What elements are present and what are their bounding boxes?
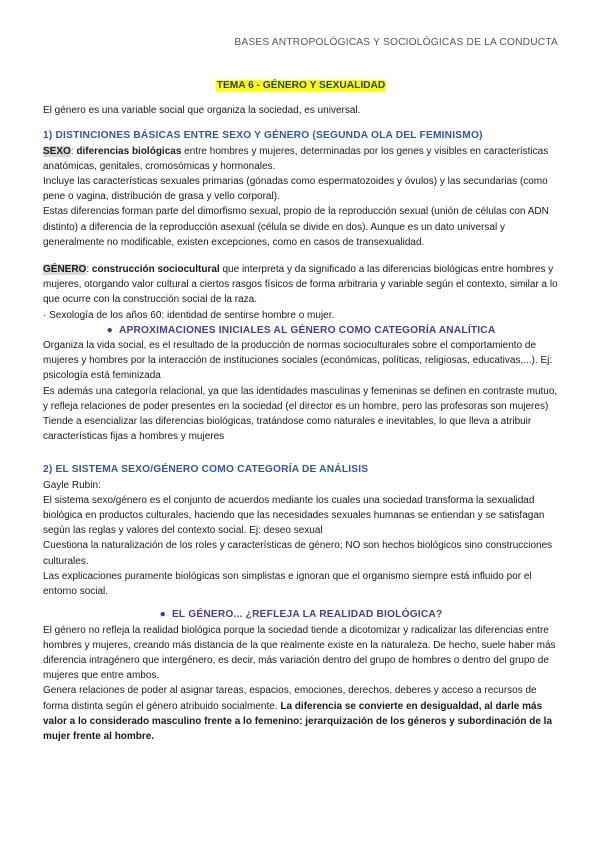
intro-paragraph: El género es una variable social que organiza la sociedad, es universal. — [43, 105, 361, 117]
s1-paragraph-3: Estas diferencias forman parte del dimorfismo sexual, propio de la reproducción sexual (unión de células con ADN distinto) a diferencia de la reproducción asexual (célula se divide en dos). Aunque es un dato universal y generalmente no modificable, existen excepciones, como en casos de transexualidad. — [43, 206, 549, 248]
s2-subheading — [43, 607, 559, 622]
sexo-term: SEXO — [43, 145, 71, 157]
s2-paragraph-1: Gayle Rubin: — [43, 479, 101, 491]
genero-paragraph — [43, 262, 559, 308]
s1-subheading-text: APROXIMACIONES INICIALES AL GÉNERO COMO CATEGORÍA ANALÍTICA — [118, 324, 496, 336]
s1-paragraph-7: Es además una categoría relacional, ya que las identidades masculinas y femeninas se definen en contraste mutuo, y refleja relaciones de poder presentes en la sociedad (el director es un hombre, pero las profesoras son mujeres) — [43, 385, 558, 412]
title-wrap — [43, 78, 559, 93]
page-header: BASES ANTROPOLÓGICAS Y SOCIOLÓGICAS DE LA CONDUCTA — [234, 37, 558, 48]
document-title: TEMA 6 - GÉNERO Y SEXUALIDAD — [216, 80, 386, 91]
s1-subheading — [43, 323, 559, 338]
genero-definition-rest: que interpreta y da significado a las diferencias biológicas entre hombres y mujeres, otorgando valor cultural a ciertos rasgos físicos de forma arbitraria y variable según el contexto, similar a lo que ocurre con la construcción social de la raza. — [43, 264, 558, 306]
s2-subheading-text: EL GÉNERO... ¿REFLEJA LA REALIDAD BIOLÓGICA? — [171, 609, 443, 621]
spacer — [43, 444, 559, 452]
genero-term: GÉNERO — [43, 264, 87, 276]
s1-paragraph-5: · Sexología de los años 60: identidad de sentirse hombre o mujer. — [43, 309, 335, 321]
s1-paragraph-8: Tiende a esencializar las diferencias biológicas, tratándose como naturales e inevitables, lo que lleva a atribuir características fijas a hombres y mujeres — [43, 416, 532, 443]
spacer — [43, 599, 559, 607]
s1-paragraph-2: Incluye las características sexuales primarias (gónadas como espermatozoides y óvulos) y las secundarias (como pene o vagina, distribución de grasa y vello corporal). — [43, 176, 548, 203]
spacer — [43, 250, 559, 262]
section-1-heading: 1) DISTINCIONES BÁSICAS ENTRE SEXO Y GÉNERO (SEGUNDA OLA DEL FEMINISMO) — [43, 130, 483, 142]
s2-paragraph-6 — [43, 683, 559, 744]
sexo-definition-bold: diferencias biológicas — [76, 145, 182, 157]
genero-definition-bold: construcción sociocultural — [91, 264, 220, 276]
genero-sep: : — [86, 264, 92, 276]
sexo-definition-rest: entre hombres y mujeres, determinadas por los genes y visibles en características anatómicas, genitales, cromosómicas y hormonales. — [43, 145, 549, 172]
document-body — [43, 78, 559, 744]
s2-paragraph-4: Las explicaciones puramente biológicas son simplistas e ignoran que el organismo siempre está influido por el entorno social. — [43, 570, 532, 598]
s2-paragraph-6-normal: Genera relaciones de poder al asignar tareas, espacios, emociones, derechos, deberes y acceso a recursos de forma distinta según el género atribuido socialmente. — [43, 685, 537, 712]
s2-paragraph-5: El género no refleja la realidad biológica porque la sociedad tiende a dicotomizar y radicalizar las diferencias entre hombres y mujeres, creando más distancia de la que realmente existe en la naturaleza. De hecho, suele haber más diferencia intragénero que intergénero, es decir, más variación dentro del grupo de hombres o dentro del grupo de mujeres que entre ambos. — [43, 624, 556, 682]
sexo-paragraph — [43, 144, 559, 174]
bullet-icon: ● — [106, 324, 113, 336]
bullet-icon: ● — [159, 609, 166, 621]
section-2-heading: 2) EL SISTEMA SEXO/GÉNERO COMO CATEGORÍA DE ANÁLISIS — [43, 464, 369, 476]
sexo-sep: : — [70, 145, 77, 157]
s2-paragraph-2: El sistema sexo/género es el conjunto de acuerdos mediante los cuales una sociedad transforma la sexualidad biológica en productos culturales, haciendo que las necesidades sexuales humanas se entiendan y se satisfagan según las reglas y valores del contexto social. Ej: deseo sexual — [43, 494, 545, 537]
s2-paragraph-6-bold: La diferencia se convierte en desigualdad, al darle más valor a lo considerado masculino frente a lo femenino: jerarquización de los géneros y subordinación de la mujer frente al hombre. — [43, 700, 553, 742]
s2-paragraph-3: Cuestiona la naturalización de los roles y características de género; NO son hechos biológicos sino construcciones culturales. — [43, 540, 553, 567]
s1-paragraph-6: Organiza la vida social, es el resultado de la producción de normas socioculturales sobre el comportamiento de mujeres y hombres por la interacción de instituciones sociales (económicas, políticas, religiosas, educativas,...). Ej: psicología está feminizada — [43, 340, 553, 382]
